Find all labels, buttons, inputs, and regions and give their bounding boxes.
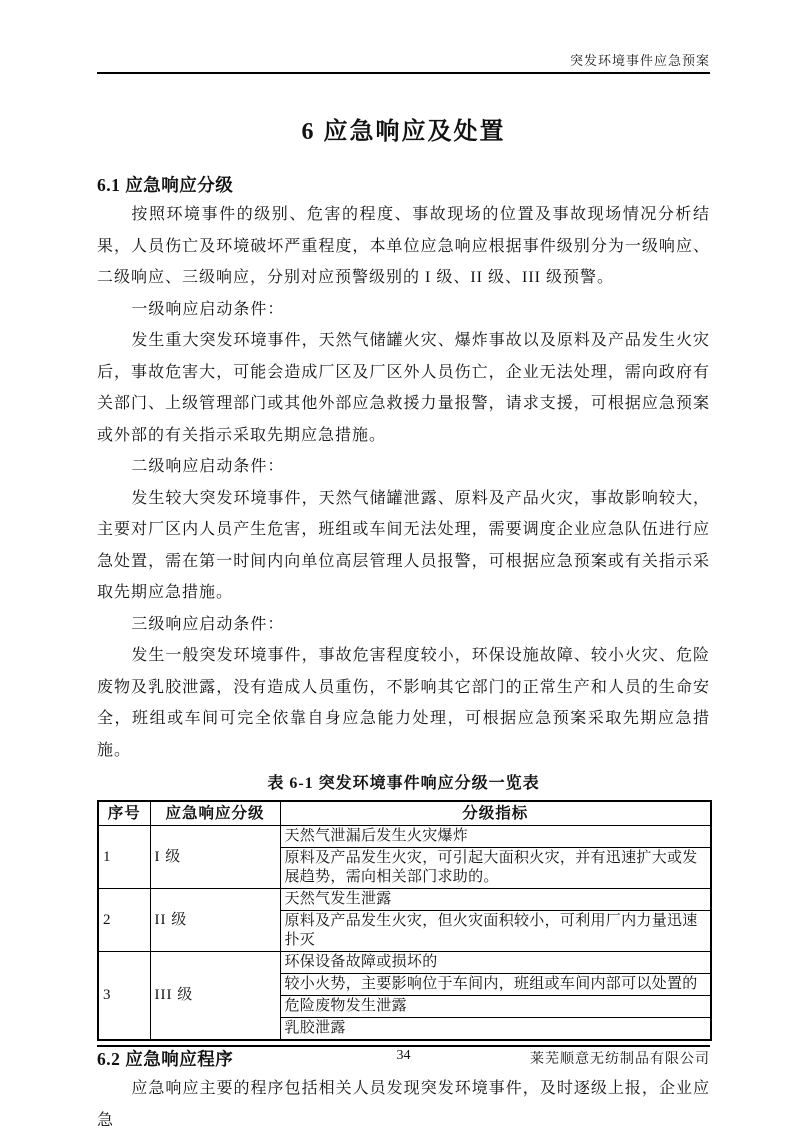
row-level: III 级 <box>150 952 280 1041</box>
paragraph: 发生一般突发环境事件，事故危害程度较小，环保设施故障、较小火灾、危险废物及乳胶泄露，没有造成人员重伤，不影响其它部门的正常生产和人员的生命安全，班组或车间可完全依靠自身应急能力处理，可根据应急预案采取先期应急措施。 <box>97 647 710 759</box>
indicator-cell: 危险废物发生泄露 <box>280 996 711 1018</box>
section-6-2-body <box>97 1073 710 1131</box>
page-number: 34 <box>396 1048 411 1063</box>
row-no: 2 <box>98 889 150 952</box>
row-no: 3 <box>98 952 150 1041</box>
response-level-table <box>97 800 712 1041</box>
running-header <box>97 0 710 74</box>
paragraph: 发生较大突发环境事件，天然气储罐泄露、原料及产品火灾，事故影响较大，主要对厂区内人员产生危害，班组或车间无法处理，需要调度企业应急队伍进行应急处置，需在第一时间内向单位高层管理人员报警，可根据应急预案或有关指示采取先期应急措施。 <box>97 489 710 601</box>
table-header-row <box>98 801 711 826</box>
row-no: 1 <box>98 826 150 889</box>
table-caption: 表 6-1 突发环境事件响应分级一览表 <box>267 775 540 792</box>
indicator-cell: 较小火势，主要影响位于车间内，班组或车间内部可以处置的 <box>280 974 711 996</box>
page-content <box>97 0 710 1131</box>
paragraph: 一级响应启动条件： <box>131 300 285 318</box>
chapter-title: 6 应急响应及处置 <box>301 119 506 145</box>
table-row <box>98 889 711 911</box>
indicator-cell: 环保设备故障或损坏的 <box>280 952 711 974</box>
paragraph: 发生重大突发环境事件，天然气储罐火灾、爆炸事故以及原料及产品发生火灾后，事故危害大，可能会造成厂区及厂区外人员伤亡，企业无法处理，需向政府有关部门、上级管理部门或其他外部应急救援力量报警，请求支援，可根据应急预案或外部的有关指示采取先期应急措施。 <box>97 332 710 444</box>
paragraph: 按照环境事件的级别、危害的程度、事故现场的位置及事故现场情况分析结果，人员伤亡及环境破坏严重程度，本单位应急响应根据事件级别分为一级响应、二级响应、三级响应，分别对应预警级别的 I 级、II 级、III 级预警。 <box>97 206 710 286</box>
paragraph: 二级响应启动条件： <box>131 458 285 475</box>
footer-rule <box>97 1045 710 1047</box>
section-6-1-body <box>97 199 710 766</box>
running-header-title: 突发环境事件应急预案 <box>569 53 710 68</box>
indicator-cell: 乳胶泄露 <box>280 1018 711 1041</box>
table-row <box>98 826 711 848</box>
indicator-cell: 原料及产品发生火灾，可引起大面积火灾，并有迅速扩大或发展趋势，需向相关部门求助的。 <box>280 848 711 889</box>
section-heading-6-2: 6.2 应急响应程序 <box>97 1049 234 1069</box>
row-level: I 级 <box>150 826 280 889</box>
indicator-cell: 原料及产品发生火灾，但火灾面积较小，可利用厂内力量迅速扑灭 <box>280 911 711 952</box>
header-rule <box>97 72 710 74</box>
paragraph: 应急响应主要的程序包括相关人员发现突发环境事件，及时逐级上报，企业应急 <box>97 1080 710 1129</box>
table-row <box>98 952 711 974</box>
row-level: II 级 <box>150 889 280 952</box>
header-cell-no: 序号 <box>98 801 150 826</box>
indicator-cell: 天然气发生泄露 <box>280 889 711 911</box>
header-cell-indicator: 分级指标 <box>280 801 711 826</box>
header-cell-level: 应急响应分级 <box>150 801 280 826</box>
paragraph: 三级响应启动条件： <box>131 615 285 633</box>
page-footer <box>97 1048 710 1066</box>
company-name: 莱芜顺意无纺制品有限公司 <box>530 1052 710 1067</box>
indicator-cell: 天然气泄漏后发生火灾爆炸 <box>280 826 711 848</box>
section-heading-6-1: 6.1 应急响应分级 <box>97 175 234 195</box>
